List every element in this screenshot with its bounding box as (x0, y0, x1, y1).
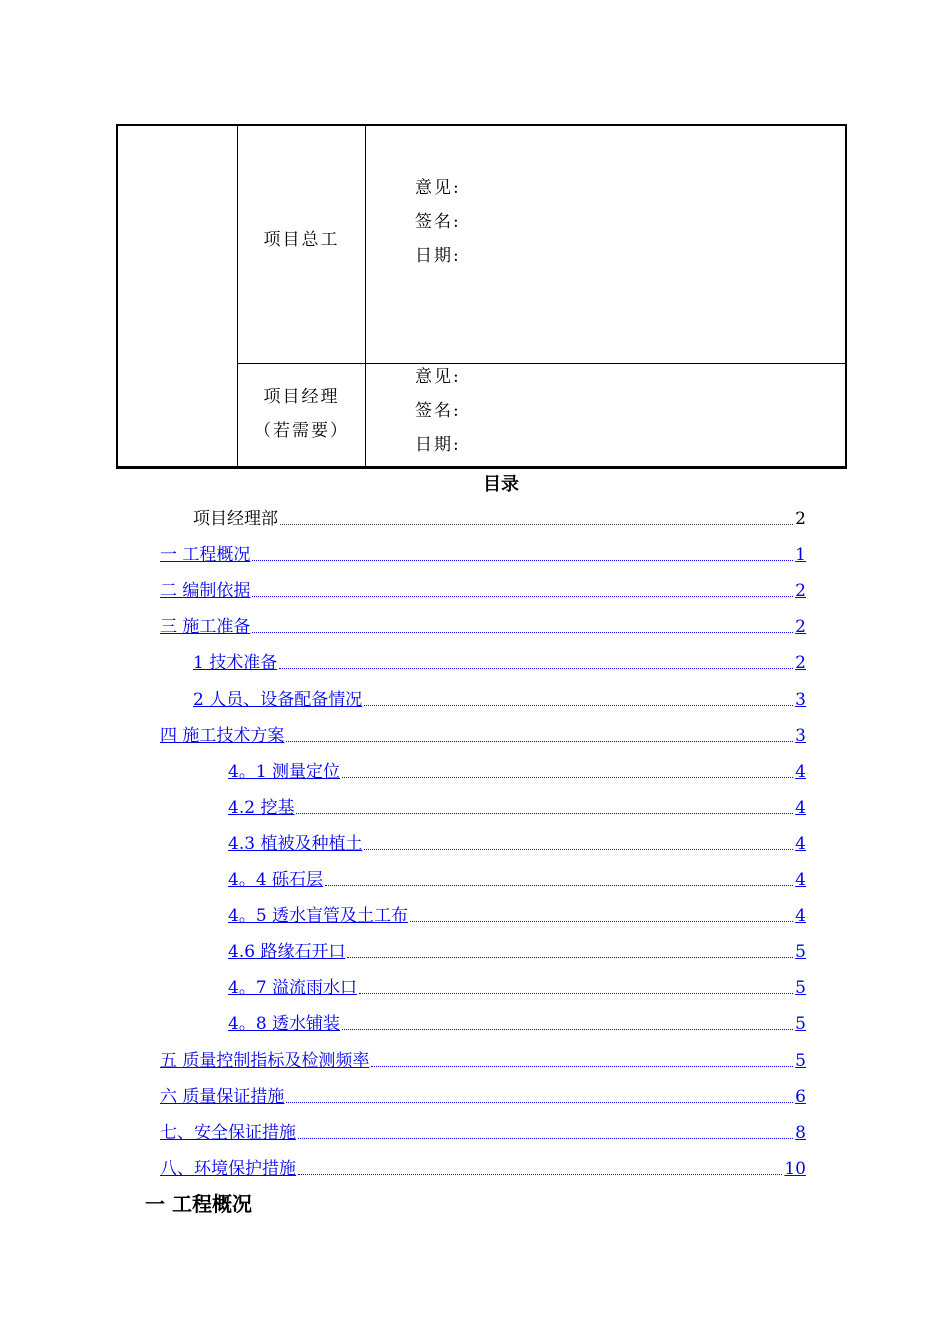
toc-entry-label: 4。8 透水铺装 (228, 1014, 341, 1034)
toc-entry (193, 506, 806, 530)
toc-entry[interactable] (228, 1011, 806, 1035)
date-field: 日期: (415, 435, 461, 455)
toc-entry-page: 2 (795, 581, 806, 601)
toc-entry-label: 八、环境保护措施 (160, 1159, 296, 1179)
toc-entry-label: 4。7 溢流雨水口 (228, 978, 358, 998)
table-divider (237, 363, 845, 364)
toc-entry[interactable] (160, 1120, 806, 1144)
toc-leader-dots (298, 1173, 782, 1175)
toc-entry-label: 4.3 植被及种植土 (228, 834, 363, 854)
toc-entry[interactable] (228, 975, 806, 999)
toc-entry-page: 5 (795, 978, 806, 998)
toc-entry-page: 3 (795, 726, 806, 746)
toc-leader-dots (286, 1101, 793, 1103)
toc-entry[interactable] (160, 1048, 806, 1072)
toc-entry[interactable] (160, 542, 806, 566)
approval-table (116, 124, 847, 469)
toc-entry[interactable] (160, 578, 806, 602)
toc-entry-label: 一 工程概况 (160, 545, 251, 565)
project-manager-fields (415, 360, 461, 462)
toc-leader-dots (296, 812, 793, 814)
toc-entry-page: 5 (795, 1014, 806, 1034)
toc-entry-page: 2 (795, 617, 806, 637)
toc-entry-label: 4。5 透水盲管及土工布 (228, 906, 409, 926)
toc-entry-label: 4。1 测量定位 (228, 762, 341, 782)
toc-entry[interactable] (160, 1156, 806, 1180)
toc-entry[interactable] (228, 831, 806, 855)
role-chief-engineer: 项目总工 (263, 230, 340, 250)
toc-entry-label: 项目经理部 (193, 509, 278, 529)
toc-leader-dots (298, 1137, 793, 1139)
section-heading: 一 工程概况 (145, 1192, 252, 1216)
toc-entry[interactable] (160, 1084, 806, 1108)
toc-leader-dots (364, 848, 793, 850)
signature-field: 签名: (415, 212, 461, 232)
toc-entry-page: 2 (795, 653, 806, 673)
toc-entry-page: 4 (795, 834, 806, 854)
toc-entry-label: 三 施工准备 (160, 617, 251, 637)
toc-entry-page: 6 (795, 1087, 806, 1107)
toc-entry[interactable] (228, 795, 806, 819)
toc-entry-page: 8 (795, 1123, 806, 1143)
opinion-field: 意见: (415, 367, 461, 387)
opinion-field: 意见: (415, 178, 461, 198)
table-divider (365, 126, 366, 466)
toc-entry-label: 4.6 路缘石开口 (228, 942, 346, 962)
toc-entry-page: 3 (795, 690, 806, 710)
toc-leader-dots (252, 559, 793, 561)
toc-leader-dots (342, 1028, 793, 1030)
toc-leader-dots (359, 992, 793, 994)
role-project-manager-note: （若需要） (254, 421, 349, 441)
toc-leader-dots (252, 595, 793, 597)
toc-entry-label: 4.2 挖基 (228, 798, 295, 818)
toc-entry-label: 七、安全保证措施 (160, 1123, 296, 1143)
toc-entry-label: 四 施工技术方案 (160, 726, 285, 746)
toc-leader-dots (364, 704, 793, 706)
toc-leader-dots (286, 740, 793, 742)
toc-entry-page: 4 (795, 906, 806, 926)
toc-entry-label: 1 技术准备 (193, 653, 278, 673)
toc-entry-label: 2 人员、设备配备情况 (193, 690, 363, 710)
signature-field: 签名: (415, 401, 461, 421)
role-project-manager-title: 项目经理 (263, 387, 340, 407)
toc-leader-dots (252, 631, 793, 633)
toc-leader-dots (280, 523, 793, 525)
toc-title: 目录 (483, 474, 519, 495)
toc-entry-page: 4 (795, 762, 806, 782)
toc-entry[interactable] (193, 687, 806, 711)
toc-leader-dots (410, 920, 793, 922)
toc-entry[interactable] (193, 650, 806, 674)
toc-entry-page: 4 (795, 798, 806, 818)
toc-leader-dots (371, 1065, 793, 1067)
role-project-manager (238, 380, 365, 448)
toc-leader-dots (279, 667, 793, 669)
toc-entry-page: 1 (795, 545, 806, 565)
toc-entry-label: 六 质量保证措施 (160, 1087, 285, 1107)
toc-entry-page: 2 (795, 509, 806, 529)
date-field: 日期: (415, 246, 461, 266)
toc-entry[interactable] (228, 903, 806, 927)
toc-entry-label: 五 质量控制指标及检测频率 (160, 1051, 370, 1071)
toc-entry[interactable] (228, 867, 806, 891)
toc-entry-page: 4 (795, 870, 806, 890)
toc-entry[interactable] (160, 614, 806, 638)
toc-leader-dots (342, 776, 793, 778)
toc-entry[interactable] (228, 939, 806, 963)
toc-leader-dots (325, 884, 793, 886)
toc-entry-label: 二 编制依据 (160, 581, 251, 601)
toc-entry-page: 5 (795, 1051, 806, 1071)
toc-entry[interactable] (160, 723, 806, 747)
toc-leader-dots (347, 956, 793, 958)
toc-entry[interactable] (228, 759, 806, 783)
toc-entry-label: 4。4 砾石层 (228, 870, 324, 890)
chief-engineer-fields (415, 171, 461, 273)
toc-entry-page: 5 (795, 942, 806, 962)
toc-entry-page: 10 (784, 1159, 806, 1179)
